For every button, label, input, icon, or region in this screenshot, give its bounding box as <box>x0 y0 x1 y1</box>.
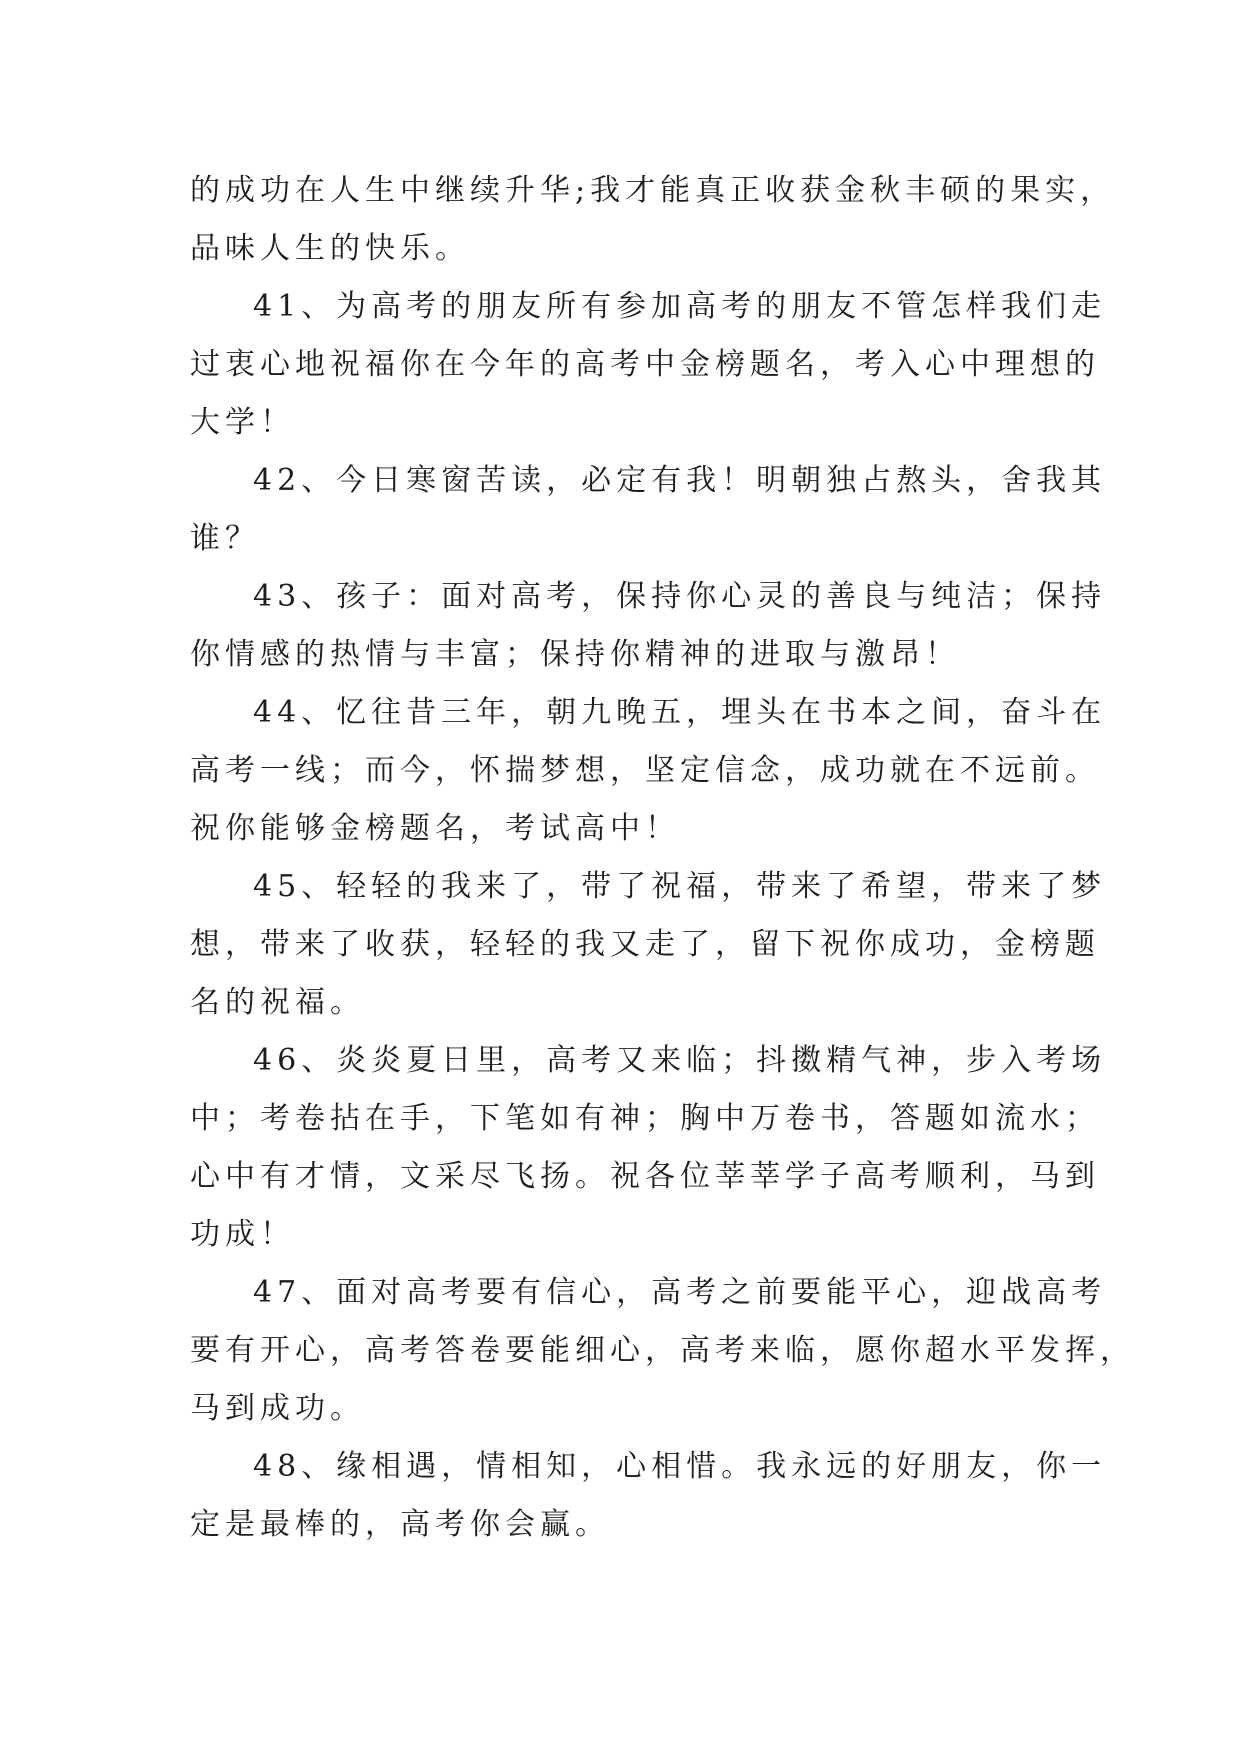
text-line: 名的祝福。 <box>190 985 365 1020</box>
paragraph-43 <box>190 568 1107 684</box>
text-line: 41、为高考的朋友所有参加高考的朋友不管怎样我们走 <box>253 289 1107 324</box>
text-line: 中；考卷拈在手，下笔如有神；胸中万卷书，答题如流水； <box>190 1101 1100 1136</box>
text-line: 功成！ <box>190 1217 295 1252</box>
paragraph-47 <box>190 1264 1135 1438</box>
paragraph-continuation <box>190 162 1116 278</box>
text-line: 定是最棒的，高考你会赢。 <box>190 1507 610 1542</box>
text-line: 过衷心地祝福你在今年的高考中金榜题名，考入心中理想的 <box>190 347 1100 382</box>
paragraph-42 <box>190 452 1107 568</box>
text-line: 46、炎炎夏日里，高考又来临；抖擞精气神，步入考场 <box>253 1043 1107 1078</box>
text-line: 42、今日寒窗苦读，必定有我！明朝独占熬头，舍我其 <box>253 463 1107 498</box>
text-line: 马到成功。 <box>190 1391 365 1426</box>
document-body <box>190 162 1135 1554</box>
text-line: 祝你能够金榜题名，考试高中！ <box>190 811 680 846</box>
paragraph-45 <box>190 858 1107 1032</box>
text-line: 谁？ <box>190 521 260 556</box>
text-line: 高考一线；而今，怀揣梦想，坚定信念，成功就在不远前。 <box>190 753 1100 788</box>
paragraph-46 <box>190 1032 1107 1264</box>
text-line: 品味人生的快乐。 <box>190 231 470 266</box>
paragraph-44 <box>190 684 1107 858</box>
text-line: 44、忆往昔三年，朝九晚五，埋头在书本之间，奋斗在 <box>253 695 1107 730</box>
text-line: 大学！ <box>190 405 295 440</box>
text-line: 要有开心，高考答卷要能细心，高考来临，愿你超水平发挥， <box>190 1333 1135 1368</box>
text-line: 想，带来了收获，轻轻的我又走了，留下祝你成功，金榜题 <box>190 927 1100 962</box>
paragraph-48 <box>190 1438 1107 1554</box>
text-line: 43、孩子：面对高考，保持你心灵的善良与纯洁；保持 <box>253 579 1107 614</box>
text-line: 48、缘相遇，情相知，心相惜。我永远的好朋友，你一 <box>253 1449 1107 1484</box>
text-line: 47、面对高考要有信心，高考之前要能平心，迎战高考 <box>253 1275 1107 1310</box>
text-line: 45、轻轻的我来了，带了祝福，带来了希望，带来了梦 <box>253 869 1107 904</box>
paragraph-41 <box>190 278 1107 452</box>
text-line: 的成功在人生中继续升华;我才能真正收获金秋丰硕的果实， <box>190 173 1116 208</box>
text-line: 心中有才情，文采尽飞扬。祝各位莘莘学子高考顺利，马到 <box>190 1159 1100 1194</box>
text-line: 你情感的热情与丰富；保持你精神的进取与激昂！ <box>190 637 960 672</box>
